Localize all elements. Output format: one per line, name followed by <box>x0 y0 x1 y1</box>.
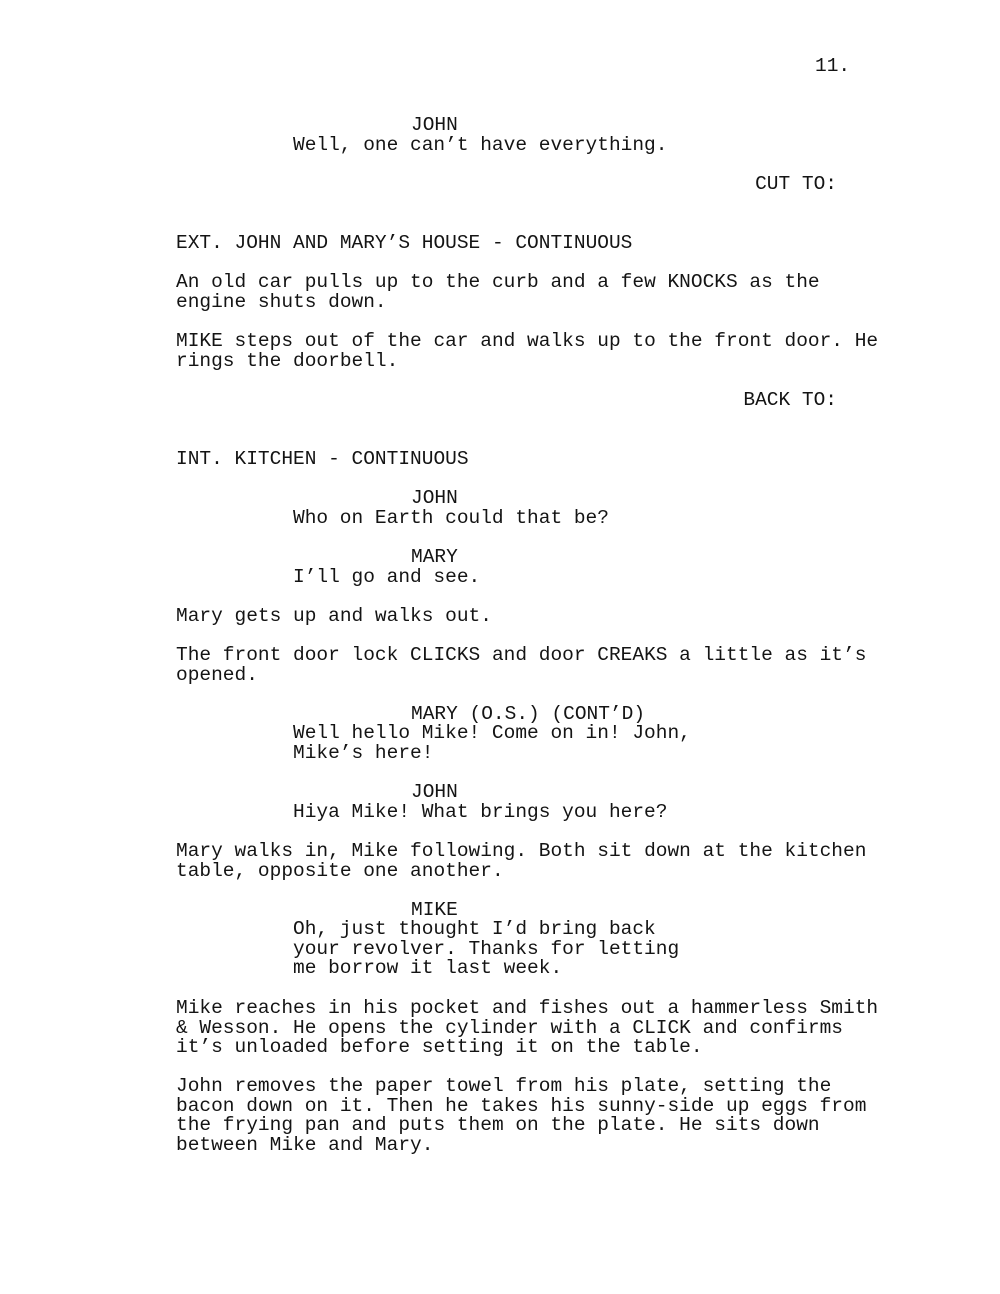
transition: BACK TO: <box>743 389 837 411</box>
character-name: JOHN <box>411 114 458 136</box>
dialogue: Well hello Mike! Come on in! John, Mike’s here! <box>293 722 691 764</box>
scene-heading: EXT. JOHN AND MARY’S HOUSE - CONTINUOUS <box>176 232 633 254</box>
action-text: John removes the paper towel from his plate, setting the bacon down on it. Then he takes his sunny-side up eggs from the frying pan and puts them on the plate. He sits down between Mike and Mary. <box>176 1075 867 1156</box>
transition: CUT TO: <box>755 173 837 195</box>
character-name: MARY <box>411 546 458 568</box>
action-text: MIKE steps out of the car and walks up to the front door. He rings the doorbell. <box>176 330 879 372</box>
action-text: Mary walks in, Mike following. Both sit down at the kitchen table, opposite one another. <box>176 840 867 882</box>
character-name: MIKE <box>411 899 458 921</box>
scene-heading: INT. KITCHEN - CONTINUOUS <box>176 448 469 470</box>
dialogue: Oh, just thought I’d bring back your revolver. Thanks for letting me borrow it last week. <box>293 918 680 980</box>
page-number: 11. <box>815 55 851 77</box>
action-text: Mary gets up and walks out. <box>176 605 492 627</box>
character-name: JOHN <box>411 487 458 509</box>
dialogue: I’ll go and see. <box>293 566 481 588</box>
dialogue: Well, one can’t have everything. <box>293 134 668 156</box>
action-text: Mike reaches in his pocket and fishes out a hammerless Smith & Wesson. He opens the cylinder with a CLICK and confirms it’s unloaded before setting it on the table. <box>176 997 879 1059</box>
character-name: JOHN <box>411 781 458 803</box>
action-text: The front door lock CLICKS and door CREAKS a little as it’s opened. <box>176 644 867 686</box>
dialogue: Who on Earth could that be? <box>293 507 609 529</box>
dialogue: Hiya Mike! What brings you here? <box>293 801 668 823</box>
action-text: An old car pulls up to the curb and a few KNOCKS as the engine shuts down. <box>176 271 820 313</box>
character-name: MARY (O.S.) (CONT’D) <box>411 703 646 725</box>
